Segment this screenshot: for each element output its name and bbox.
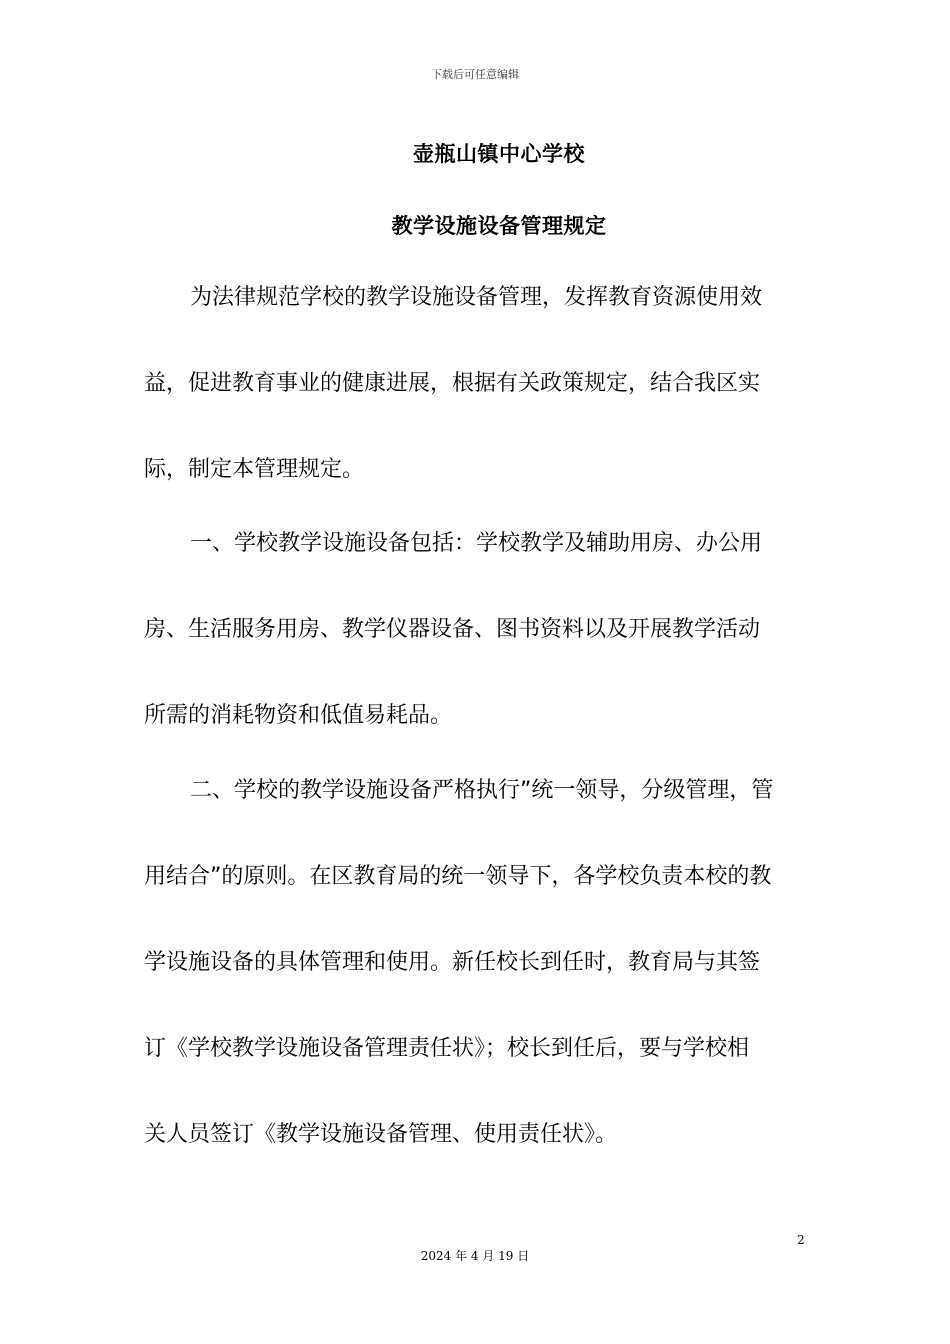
document-subtitle: 教学设施设备管理规定: [391, 214, 607, 238]
paragraph-2-line-2: 房、生活服务用房、教学仪器设备、图书资料以及开展教学活动: [144, 617, 761, 642]
paragraph-1-line-3: 际，制定本管理规定。: [144, 457, 365, 482]
footer-date: 2024 年 4 月 19 日: [420, 1249, 530, 1263]
paragraph-1-line-2: 益，促进教育事业的健康进展，根据有关政策规定，结合我区实: [144, 371, 761, 396]
paragraph-2-line-1: 一、学校教学设施设备包括：学校教学及辅助用房、办公用: [190, 531, 763, 556]
document-title: 壶瓶山镇中心学校: [413, 142, 585, 166]
paragraph-2-line-3: 所需的消耗物资和低值易耗品。: [144, 703, 453, 728]
header-note: 下载后可任意编辑: [431, 68, 519, 81]
paragraph-1-line-1: 为法律规范学校的教学设施设备管理，发挥教育资源使用效: [190, 285, 763, 310]
paragraph-3-line-5: 关人员签订《教学设施设备管理、使用责任状》。: [144, 1122, 618, 1147]
paragraph-3-line-2: 用结合”的原则。在区教育局的统一领导下，各学校负责本校的教: [144, 864, 772, 889]
page-number: 2: [797, 1233, 805, 1247]
paragraph-3-line-3: 学设施设备的具体管理和使用。新任校长到任时，教育局与其签: [144, 950, 761, 975]
paragraph-3-line-4: 订《学校教学设施设备管理责任状》；校长到任后，要与学校相: [144, 1036, 750, 1061]
paragraph-3-line-1: 二、学校的教学设施设备严格执行”统一领导，分级管理，管: [190, 778, 774, 803]
